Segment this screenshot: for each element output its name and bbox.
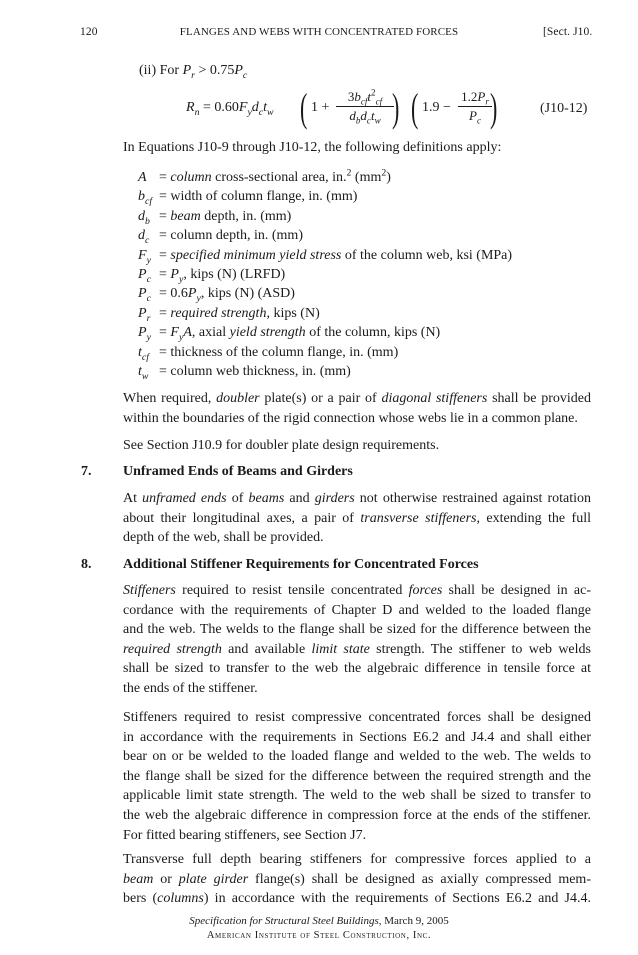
page-number: 120 (80, 26, 98, 38)
section-reference: [Sect. J10. (543, 26, 593, 38)
section-8-number: 8. (81, 557, 92, 572)
footer-publisher: American Institute of Steel Construction, Inc. (206, 930, 432, 941)
see-section-paragraph: See Section J10.9 for doubler plate design requirements. (123, 438, 440, 453)
equation-number: (J10-12) (540, 101, 588, 116)
section-7-title: Unframed Ends of Beams and Girders (123, 464, 353, 479)
running-title: FLANGES AND WEBS WITH CONCENTRATED FORCES (179, 26, 459, 38)
equation-case-label: (ii) For $P_r > 0.75P_c$ (139, 63, 248, 81)
section-7-number: 7. (81, 464, 92, 479)
doubler-paragraph: When required, doubler plate(s) or a pair of diagonal stiffeners shall be provided within the boundaries of the rigid connection whose webs lie in a common plane. (123, 391, 591, 426)
document-page: 120 FLANGES AND WEBS WITH CONCENTRATED FORCES [Sect. J10. (ii) For $P_r > 0.75P_c$ $R_n = 0.60F_yd_ct_w$ ( 1 + $3b_{cf}t^2_{cf}$ $d_bd_ct_w$ ) ( 1.9 − $\frac{1.2P_r}{P_c}$ ) (J10-12) In Equations J10-9 through J10-12, the following definitions apply: A = column cross-sectional area, in.$^2$ $(mm^2)$ $b_{cf}$ = width of column flange, in. (mm) $d_b$ = beam depth, in. (mm) $d_c$ = column depth, in. (mm) $F_y$ = specified minimum yield stress of the column web, ksi (MPa) $P_c$ = $P_y$, kips (N) (LRFD) $P_c$ = $0.6P_y$, kips (N) (ASD) $P_r$ = required strength, kips (N) $P_y$ = $F_yA$, axial yield strength of the column, kips (N) $t_{cf}$ = thickness of the column flange, in. (mm) $t_w$ = column web thickness, in. (mm) When required, doubler plate(s) or a pair of diagonal stiffeners shall be provided within the boundaries of the rigid connection whose webs lie in a common plane. See Section J10.9 for doubler plate design requirements. 7. Unframed Ends of Beams and Girders At unframed ends of beams and girders not otherwise restrained against rotation about their longitudinal axes, a pair of transverse stiffeners, extending the full depth of the web, shall be provided. 8. Additional Stiffener Requirements for Concentrated Forces Stiffeners required to resist tensile concentrated forces shall be designed in ac- cordance with the requirements of Chapter D and welded to the loaded flange and the web. The welds to the flange shall be sized for the difference between the required strength and available limit state strength. The stiffener to web welds shall be sized to transfer to the web the algebraic difference in tensile force at the ends of the stiffener. Stiffeners required to resist compressive concentrated forces shall be designed in accordance with the requirements in Sections E6.2 and J4.4 and shall either bear on or be welded to the loaded flange and welded to the web. The welds to the flange shall be sized for the difference between the required strength and the applicable limit state strength. The weld to the web shall be sized to transfer to the web the algebraic difference in compression force at the ends of the stiffener. For fitted bearing stiffeners, see Section J7. Transverse full depth bearing stiffeners for compressive forces applied to a beam or plate girder flange(s) shall be designed as axially compressed mem- bers (columns) in accordance with the requirements of Sections E6.2 and J4.4. Specification for Structural Steel Buildings, March 9, 2005 American Institute of Steel Construction, Inc. (0, 0, 638, 955)
section-7-paragraph: At unframed ends of beams and girders not otherwise restrained against rotation about their longitudinal axes, a pair of transverse stiffeners, extending the full depth of the web, shall be provided. (123, 491, 592, 546)
section-8-paragraph-1: Stiffeners required to resist tensile concentrated forces shall be designed in ac- cordance with the requirements of Chapter D and welded to the loaded flange and the web. The welds to the flange shall be sized for the difference between the required strength and available limit state strength. The stiffener to web welds shall be sized to transfer to the web the algebraic difference in tensile force at the ends of the stiffener. (123, 583, 591, 696)
section-8-paragraph-3: Transverse full depth bearing stiffeners for compressive forces applied to a beam or plate girder flange(s) shall be designed as axially compressed mem- bers (columns) in accordance with the requirements of Sections E6.2 and J4.4. (123, 852, 591, 907)
section-8-paragraph-2: Stiffeners required to resist compressive concentrated forces shall be designed in accordance with the requirements in Sections E6.2 and J4.4 and shall either bear on or be welded to the loaded flange and welded to the web. The welds to the flange shall be sized for the difference between the required strength and the applicable limit state strength. The weld to the web shall be sized to transfer to the web the algebraic difference in compression force at the ends of the stiffener. For fitted bearing stiffeners, see Section J7. (123, 710, 591, 843)
section-8-title: Additional Stiffener Requirements for Concentrated Forces (123, 557, 479, 572)
equation-j10-12: $R_n = 0.60F_yd_ct_w$ ( 1 + $3b_{cf}t^2_{cf}$ $d_bd_ct_w$ ) ( 1.9 − $\frac{1.2P_r}{P_c}$ ) (186, 85, 498, 130)
footer-citation: Specification for Structural Steel Buildings, March 9, 2005 (189, 915, 449, 927)
definitions-intro: In Equations J10-9 through J10-12, the following definitions apply: (123, 140, 502, 155)
